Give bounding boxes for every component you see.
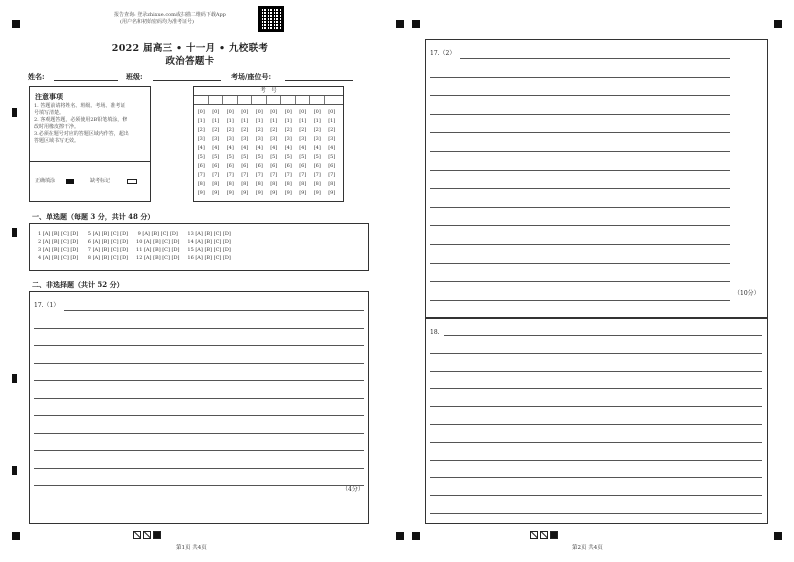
mcq-rows bbox=[38, 230, 231, 262]
exam-id-bubble[interactable]: [0] bbox=[313, 109, 321, 115]
answer-line bbox=[430, 188, 730, 189]
exam-id-bubble-row bbox=[194, 180, 343, 189]
exam-id-write-cell[interactable] bbox=[281, 96, 296, 104]
exam-id-write-cell[interactable] bbox=[267, 96, 282, 104]
exam-id-write-cell[interactable] bbox=[238, 96, 253, 104]
exam-id-bubble[interactable]: [1] bbox=[226, 118, 234, 124]
exam-id-bubble[interactable]: [1] bbox=[255, 118, 263, 124]
corner-mark-top-mid-left bbox=[396, 20, 404, 28]
subject-title: 政治答题卡 bbox=[165, 56, 215, 67]
exam-id-bubble-row bbox=[194, 135, 343, 144]
exam-id-bubble[interactable]: [2] bbox=[241, 127, 249, 133]
exam-id-bubble[interactable]: [7] bbox=[284, 172, 292, 178]
page-mark-box bbox=[530, 531, 538, 539]
exam-id-bubble[interactable]: [5] bbox=[328, 154, 336, 160]
exam-id-bubble[interactable]: [5] bbox=[255, 154, 263, 160]
exam-id-write-cell[interactable] bbox=[223, 96, 238, 104]
answer-line bbox=[430, 371, 762, 372]
q17-1-answer-box[interactable] bbox=[29, 291, 369, 524]
exam-id-bubble[interactable]: [6] bbox=[212, 163, 220, 169]
exam-id-bubble[interactable]: [8] bbox=[328, 181, 336, 187]
answer-line bbox=[34, 485, 364, 486]
exam-id-bubble-row bbox=[194, 153, 343, 162]
exam-id-bubble[interactable]: [3] bbox=[270, 136, 278, 142]
answer-line bbox=[430, 406, 762, 407]
answer-line bbox=[430, 151, 730, 152]
exam-id-header: 考 号 bbox=[194, 87, 343, 96]
exam-id-bubble[interactable]: [6] bbox=[197, 163, 205, 169]
exam-id-bubble[interactable]: [0] bbox=[212, 109, 220, 115]
exam-id-bubble[interactable]: [3] bbox=[313, 136, 321, 142]
section2-title: 二、非选择题（共计 52 分） bbox=[32, 280, 124, 289]
q17-2-answer-box[interactable] bbox=[425, 39, 768, 318]
corner-mark-top-mid-right bbox=[412, 20, 420, 28]
mcq-row[interactable]: 4 [A] [B] [C] [D] 8 [A] [B] [C] [D] 12 [A] [B] [C] [D] 16 [A] [B] [C] [D] bbox=[38, 255, 231, 261]
exam-id-bubble[interactable]: [8] bbox=[284, 181, 292, 187]
answer-line bbox=[430, 77, 730, 78]
exam-id-bubble[interactable]: [7] bbox=[212, 172, 220, 178]
exam-id-bubble[interactable]: [1] bbox=[328, 118, 336, 124]
correct-fill-label: 正确填涂 bbox=[35, 178, 56, 184]
exam-id-bubble[interactable]: [6] bbox=[328, 163, 336, 169]
exam-id-bubble[interactable]: [2] bbox=[226, 127, 234, 133]
exam-id-bubble[interactable]: [1] bbox=[313, 118, 321, 124]
correct-fill-sample bbox=[66, 179, 74, 184]
exam-id-write-cell[interactable] bbox=[252, 96, 267, 104]
exam-id-bubble[interactable]: [0] bbox=[299, 109, 307, 115]
answer-line bbox=[34, 328, 364, 329]
answer-line bbox=[430, 495, 762, 496]
exam-id-bubble[interactable]: [5] bbox=[270, 154, 278, 160]
exam-id-bubble[interactable]: [1] bbox=[241, 118, 249, 124]
exam-id-bubble[interactable]: [7] bbox=[241, 172, 249, 178]
exam-id-bubble[interactable]: [9] bbox=[197, 190, 205, 196]
exam-id-bubble[interactable]: [0] bbox=[284, 109, 292, 115]
exam-id-bubble[interactable]: [6] bbox=[313, 163, 321, 169]
exam-id-bubble[interactable]: [9] bbox=[313, 190, 321, 196]
exam-id-bubble[interactable]: [8] bbox=[313, 181, 321, 187]
exam-id-bubble[interactable]: [5] bbox=[226, 154, 234, 160]
exam-id-bubble[interactable]: [2] bbox=[299, 127, 307, 133]
answer-line bbox=[430, 513, 762, 514]
exam-id-bubble[interactable]: [4] bbox=[270, 145, 278, 151]
corner-mark-top-right bbox=[774, 20, 782, 28]
exam-id-bubble[interactable]: [4] bbox=[328, 145, 336, 151]
exam-id-bubble[interactable]: [4] bbox=[241, 145, 249, 151]
exam-id-bubble[interactable]: [3] bbox=[284, 136, 292, 142]
exam-id-bubble[interactable]: [7] bbox=[255, 172, 263, 178]
page-mark-box bbox=[133, 531, 141, 539]
absent-mark-label: 缺考标记 bbox=[90, 178, 111, 184]
exam-id-bubble[interactable]: [8] bbox=[226, 181, 234, 187]
exam-id-bubble[interactable]: [4] bbox=[299, 145, 307, 151]
exam-id-bubble[interactable]: [7] bbox=[197, 172, 205, 178]
exam-id-bubble-row bbox=[194, 162, 343, 171]
exam-id-bubble[interactable]: [3] bbox=[241, 136, 249, 142]
answer-line bbox=[34, 345, 364, 346]
exam-id-bubble[interactable]: [4] bbox=[313, 145, 321, 151]
page-number-2: 第2页 共4页 bbox=[572, 545, 603, 551]
mcq-box bbox=[29, 223, 369, 271]
notes-box bbox=[29, 86, 151, 202]
exam-id-bubble[interactable]: [9] bbox=[284, 190, 292, 196]
answer-line bbox=[430, 132, 730, 133]
exam-id-bubble[interactable]: [1] bbox=[270, 118, 278, 124]
exam-id-bubble-row bbox=[194, 117, 343, 126]
answer-line bbox=[64, 310, 364, 311]
notes-line: 1. 答题前请将姓名、班级、考场、准考证 bbox=[34, 103, 126, 109]
notes-divider bbox=[30, 161, 150, 162]
exam-id-bubble[interactable]: [6] bbox=[255, 163, 263, 169]
answer-line bbox=[34, 415, 364, 416]
exam-id-bubble[interactable]: [9] bbox=[299, 190, 307, 196]
exam-id-bubble[interactable]: [3] bbox=[299, 136, 307, 142]
answer-line bbox=[430, 170, 730, 171]
answer-line bbox=[34, 450, 364, 451]
class-label: 班级: bbox=[126, 72, 143, 81]
exam-id-bubble[interactable]: [7] bbox=[226, 172, 234, 178]
exam-id-bubble[interactable]: [0] bbox=[255, 109, 263, 115]
exam-id-bubble[interactable]: [8] bbox=[241, 181, 249, 187]
exam-id-bubble[interactable]: [2] bbox=[328, 127, 336, 133]
exam-id-bubble[interactable]: [2] bbox=[212, 127, 220, 133]
answer-line bbox=[34, 380, 364, 381]
exam-id-bubble[interactable]: [8] bbox=[270, 181, 278, 187]
answer-line bbox=[430, 207, 730, 208]
corner-mark-bottom-left bbox=[12, 532, 20, 540]
answer-line bbox=[430, 244, 730, 245]
exam-id-bubble[interactable]: [0] bbox=[197, 109, 205, 115]
exam-id-bubble-row bbox=[194, 171, 343, 180]
corner-mark-top-left bbox=[12, 20, 20, 28]
q17-2-label: 17.（2） bbox=[430, 50, 456, 57]
q18-answer-box[interactable] bbox=[425, 318, 768, 524]
exam-id-bubble[interactable]: [5] bbox=[241, 154, 249, 160]
exam-id-bubble[interactable]: [9] bbox=[270, 190, 278, 196]
answer-line bbox=[430, 477, 762, 478]
exam-id-bubble[interactable]: [1] bbox=[284, 118, 292, 124]
answer-line bbox=[430, 300, 730, 301]
exam-id-bubble-row bbox=[194, 108, 343, 117]
exam-id-bubble[interactable]: [7] bbox=[270, 172, 278, 178]
exam-id-bubble[interactable]: [4] bbox=[255, 145, 263, 151]
room-seat-label: 考场/座位号: bbox=[231, 72, 272, 81]
exam-id-bubble[interactable]: [0] bbox=[241, 109, 249, 115]
notes-line: 2. 客观题答题，必须使用2B铅笔填涂，修 bbox=[34, 117, 128, 123]
page-mark-box bbox=[550, 531, 558, 539]
exam-id-bubble[interactable]: [4] bbox=[197, 145, 205, 151]
page-number-1: 第1页 共4页 bbox=[176, 545, 207, 551]
exam-id-bubble[interactable]: [9] bbox=[328, 190, 336, 196]
exam-id-write-row bbox=[194, 96, 343, 105]
corner-mark-bottom-mid-left bbox=[396, 532, 404, 540]
answer-line bbox=[430, 114, 730, 115]
exam-id-bubble[interactable]: [3] bbox=[197, 136, 205, 142]
room-seat-field[interactable] bbox=[285, 72, 353, 81]
report-notice-line2: (用户名和初始密码均为准考证号) bbox=[120, 19, 194, 25]
exam-id-bubble[interactable]: [5] bbox=[299, 154, 307, 160]
exam-id-bubble[interactable]: [2] bbox=[197, 127, 205, 133]
exam-id-bubble[interactable]: [7] bbox=[328, 172, 336, 178]
exam-id-bubbles bbox=[194, 105, 343, 198]
exam-id-write-cell[interactable] bbox=[325, 96, 340, 104]
corner-mark-bottom-mid-right bbox=[412, 532, 420, 540]
page-mark-box bbox=[143, 531, 151, 539]
answer-line bbox=[430, 281, 730, 282]
mcq-row[interactable]: 2 [A] [B] [C] [D] 6 [A] [B] [C] [D] 10 [A] [B] [C] [D] 14 [A] [B] [C] [D] bbox=[38, 239, 231, 245]
exam-id-bubble[interactable]: [1] bbox=[299, 118, 307, 124]
notes-line: 号填写清楚。 bbox=[34, 110, 65, 116]
page-checkboxes-right bbox=[530, 531, 558, 539]
exam-id-bubble[interactable]: [6] bbox=[284, 163, 292, 169]
exam-id-bubble[interactable]: [7] bbox=[313, 172, 321, 178]
exam-id-bubble[interactable]: [9] bbox=[212, 190, 220, 196]
notes-body bbox=[34, 103, 148, 145]
name-field[interactable] bbox=[54, 72, 118, 81]
q17-1-label: 17.（1） bbox=[34, 302, 60, 309]
page-mark-box bbox=[153, 531, 161, 539]
q17-1-score: （4分） bbox=[342, 486, 364, 493]
exam-id-bubble[interactable]: [3] bbox=[328, 136, 336, 142]
mcq-row[interactable]: 3 [A] [B] [C] [D] 7 [A] [B] [C] [D] 11 [A] [B] [C] [D] 15 [A] [B] [C] [D] bbox=[38, 247, 231, 253]
timing-mark bbox=[12, 466, 17, 475]
exam-id-bubble[interactable]: [0] bbox=[226, 109, 234, 115]
exam-id-grid bbox=[193, 86, 344, 202]
exam-id-bubble-row bbox=[194, 126, 343, 135]
exam-id-bubble[interactable]: [4] bbox=[212, 145, 220, 151]
exam-id-bubble[interactable]: [9] bbox=[241, 190, 249, 196]
section1-title: 一、单选题（每题 3 分，共计 48 分） bbox=[32, 212, 155, 221]
answer-line bbox=[430, 353, 762, 354]
answer-line bbox=[34, 398, 364, 399]
exam-id-bubble-row bbox=[194, 189, 343, 198]
exam-id-bubble[interactable]: [5] bbox=[284, 154, 292, 160]
exam-id-bubble[interactable]: [9] bbox=[255, 190, 263, 196]
answer-line bbox=[444, 335, 762, 336]
exam-id-bubble[interactable]: [6] bbox=[299, 163, 307, 169]
exam-id-bubble-row bbox=[194, 144, 343, 153]
exam-id-write-cell[interactable] bbox=[194, 96, 209, 104]
exam-id-bubble[interactable]: [2] bbox=[313, 127, 321, 133]
exam-id-bubble[interactable]: [4] bbox=[284, 145, 292, 151]
exam-id-bubble[interactable]: [8] bbox=[212, 181, 220, 187]
answer-line bbox=[430, 442, 762, 443]
exam-id-bubble[interactable]: [0] bbox=[328, 109, 336, 115]
class-field[interactable] bbox=[153, 72, 221, 81]
exam-title: 2022 届高三 • 十一月 • 九校联考 bbox=[111, 43, 269, 54]
exam-id-bubble[interactable]: [6] bbox=[270, 163, 278, 169]
answer-line bbox=[430, 95, 730, 96]
q18-label: 18. bbox=[430, 329, 440, 336]
absent-mark-box[interactable] bbox=[127, 179, 137, 184]
exam-id-bubble[interactable]: [1] bbox=[197, 118, 205, 124]
answer-line bbox=[430, 388, 762, 389]
exam-id-bubble[interactable]: [8] bbox=[255, 181, 263, 187]
page-checkboxes-left bbox=[133, 531, 161, 539]
exam-id-bubble[interactable]: [6] bbox=[226, 163, 234, 169]
timing-mark bbox=[12, 228, 17, 237]
notes-title: 注意事项 bbox=[35, 92, 63, 101]
answer-line bbox=[430, 424, 762, 425]
exam-id-bubble[interactable]: [5] bbox=[212, 154, 220, 160]
answer-line bbox=[34, 363, 364, 364]
exam-id-write-cell[interactable] bbox=[209, 96, 224, 104]
exam-id-bubble[interactable]: [5] bbox=[313, 154, 321, 160]
exam-id-bubble[interactable]: [7] bbox=[299, 172, 307, 178]
exam-id-bubble[interactable]: [3] bbox=[212, 136, 220, 142]
notes-line: 答题区域书写无效。 bbox=[34, 138, 80, 144]
exam-id-write-cell[interactable] bbox=[296, 96, 311, 104]
answer-line bbox=[430, 263, 730, 264]
report-notice-line1: 报告查询: 登录zhixue.com或扫描二维码下载App bbox=[114, 12, 226, 18]
qr-code bbox=[258, 6, 284, 32]
answer-line bbox=[34, 468, 364, 469]
notes-line: 改时用橡皮擦干净。 bbox=[34, 124, 80, 130]
exam-id-bubble[interactable]: [3] bbox=[255, 136, 263, 142]
answer-line bbox=[430, 460, 762, 461]
mcq-row[interactable]: 1 [A] [B] [C] [D] 5 [A] [B] [C] [D] 9 [A] [B] [C] [D] 13 [A] [B] [C] [D] bbox=[38, 231, 231, 237]
exam-id-bubble[interactable]: [0] bbox=[270, 109, 278, 115]
exam-id-bubble[interactable]: [4] bbox=[226, 145, 234, 151]
exam-id-bubble[interactable]: [5] bbox=[197, 154, 205, 160]
timing-mark bbox=[12, 374, 17, 383]
exam-id-bubble[interactable]: [8] bbox=[299, 181, 307, 187]
name-label: 姓名: bbox=[28, 72, 45, 81]
exam-id-bubble[interactable]: [2] bbox=[255, 127, 263, 133]
exam-id-bubble[interactable]: [1] bbox=[212, 118, 220, 124]
answer-line bbox=[430, 225, 730, 226]
exam-id-bubble[interactable]: [3] bbox=[226, 136, 234, 142]
timing-mark bbox=[12, 108, 17, 117]
exam-id-bubble[interactable]: [6] bbox=[241, 163, 249, 169]
exam-id-bubble[interactable]: [2] bbox=[284, 127, 292, 133]
exam-id-bubble[interactable]: [9] bbox=[226, 190, 234, 196]
q17-2-score: （10分） bbox=[734, 290, 760, 297]
page-mark-box bbox=[540, 531, 548, 539]
exam-id-bubble[interactable]: [8] bbox=[197, 181, 205, 187]
answer-line bbox=[460, 58, 730, 59]
exam-id-bubble[interactable]: [2] bbox=[270, 127, 278, 133]
corner-mark-bottom-right bbox=[774, 532, 782, 540]
answer-line bbox=[34, 433, 364, 434]
exam-id-write-cell[interactable] bbox=[310, 96, 325, 104]
notes-line: 3.必须在题号对应的答题区域内作答，超出 bbox=[34, 131, 129, 137]
